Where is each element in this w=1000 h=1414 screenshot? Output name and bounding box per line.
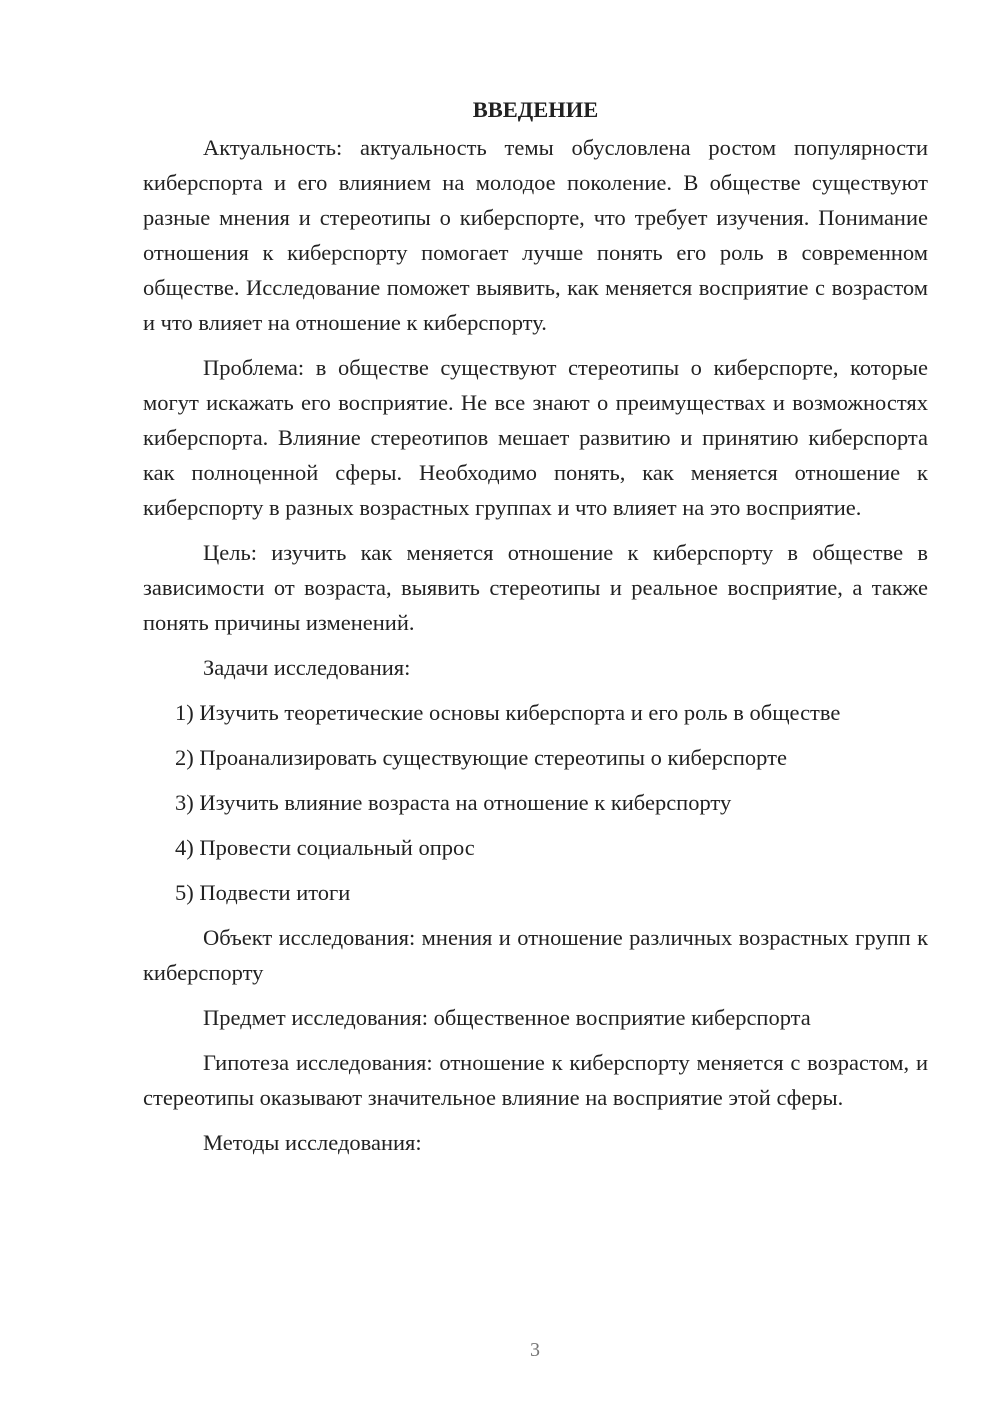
list-item: 5) Подвести итоги: [175, 880, 351, 905]
page-number: 3: [530, 1339, 540, 1361]
section-title: ВВЕДЕНИЕ: [472, 97, 599, 122]
paragraph-tasks-heading: Задачи исследования:: [203, 655, 411, 680]
list-item: 3) Изучить влияние возраста на отношение к киберспорту: [175, 790, 732, 815]
list-item: 4) Провести социальный опрос: [175, 835, 475, 860]
list-item: 2) Проанализировать существующие стереотипы о киберспорте: [175, 745, 787, 770]
list-item: 1) Изучить теоретические основы киберспорта и его роль в обществе: [175, 700, 841, 725]
paragraph-subject: Предмет исследования: общественное восприятие киберспорта: [203, 1005, 811, 1030]
paragraph-hypothesis: Гипотеза исследования: отношение к киберспорту меняется с возрастом, и стереотипы оказывают значительное влияние на восприятие этой сферы.: [143, 1050, 928, 1110]
paragraph-relevance: Актуальность: актуальность темы обусловлена ростом популярности киберспорта и его влиянием на молодое поколение. В обществе существуют разные мнения и стереотипы о киберспорте, что требует изучения. Понимание отношения к киберспорту помогает лучше понять его роль в современном обществе. Исследование поможет выявить, как меняется восприятие с возрастом и что влияет на отношение к киберспорту.: [143, 135, 928, 335]
page-content: [143, 92, 928, 1170]
paragraph-object: Объект исследования: мнения и отношение различных возрастных групп к киберспорту: [143, 925, 928, 985]
paragraph-problem: Проблема: в обществе существуют стереотипы о киберспорте, которые могут искажать его восприятие. Не все знают о преимуществах и возможностях киберспорта. Влияние стереотипов мешает развитию и принятию киберспорта как полноценной сферы. Необходимо понять, как меняется отношение к киберспорту в разных возрастных группах и что влияет на это восприятие.: [143, 355, 928, 520]
paragraph-goal: Цель: изучить как меняется отношение к киберспорту в обществе в зависимости от возраста, выявить стереотипы и реальное восприятие, а также понять причины изменений.: [143, 540, 928, 635]
paragraph-methods-heading: Методы исследования:: [203, 1130, 422, 1155]
tasks-list: [143, 695, 928, 910]
